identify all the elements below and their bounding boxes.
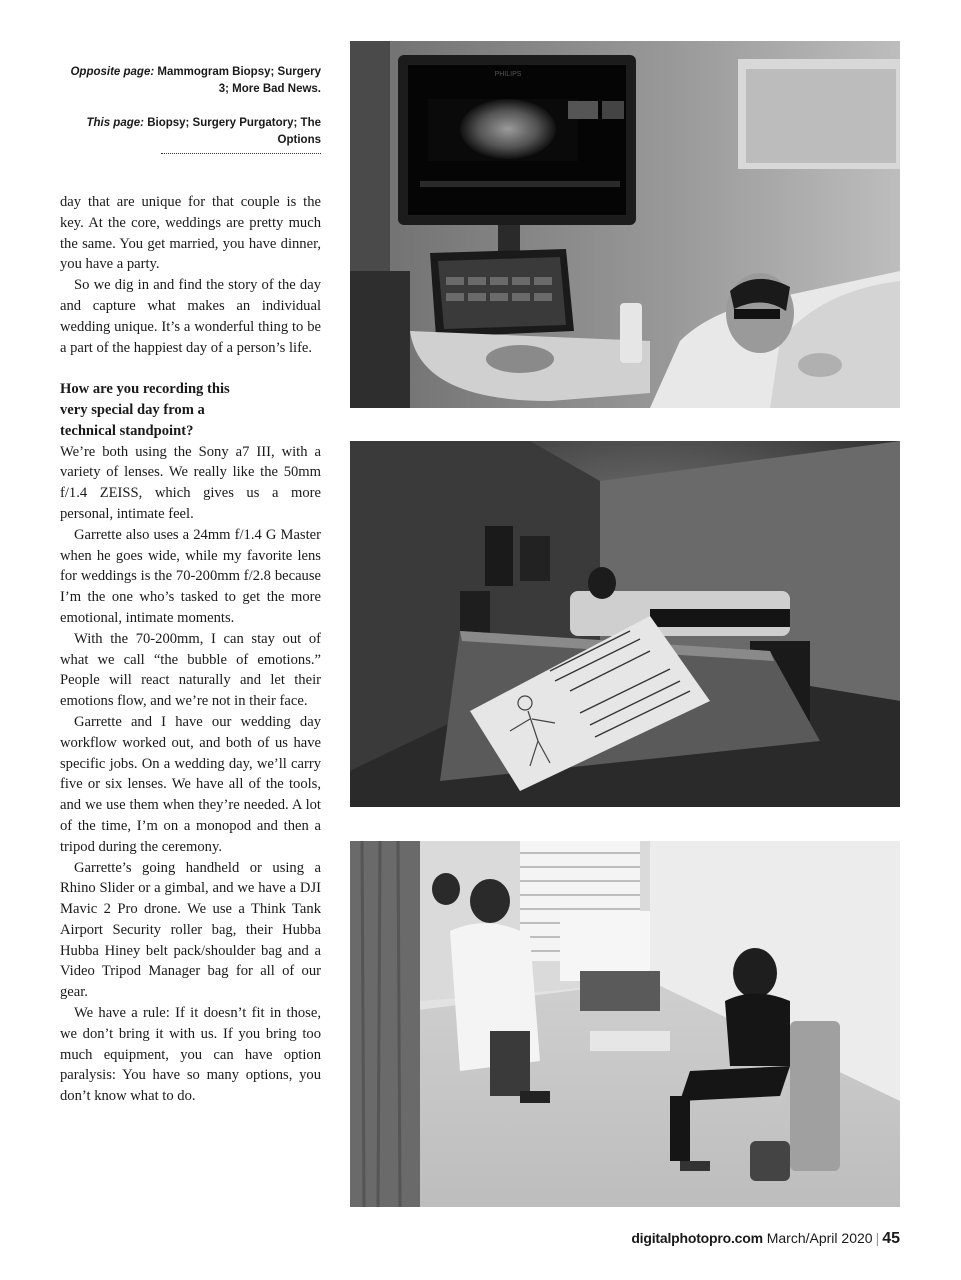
article-paragraph: Garrette also uses a 24mm f/1.4 G Master when he goes wide, while my favorite lens for weddings is the 70-200mm f/2.8 because I’m the one who’s tasked to get the more emotional, intimate moments. [60, 526, 321, 626]
photo-consultation [350, 841, 900, 1207]
folio-separator: | [875, 1230, 880, 1246]
monitor-brand-label: PHILIPS [494, 71, 522, 78]
page-folio [631, 1230, 900, 1248]
caption-divider [161, 151, 321, 154]
caption-opposite-text: Mammogram Biopsy; Surgery 3; More Bad News. [157, 66, 321, 95]
article-subheading: How are you recording this very special day from a technical standpoint? [60, 381, 230, 439]
article-paragraph: We’re both using the Sony a7 III, with a variety of lenses. We really like the 50mm f/1.4 ZEISS, which gives us a more personal, intimate feel. [60, 443, 321, 522]
caption-this-page [60, 115, 321, 149]
article-paragraph: Garrette’s going handheld or using a Rhino Slider or a gimbal, and we have a DJI Mavic 2 Pro drone. We use a Think Tank Airport Security roller bag, their Hubba Hubba Hiney belt pack/shoulder bag and a Video Tripod Manager bag for all of our gear. [60, 859, 321, 1001]
article-paragraph: Garrette and I have our wedding day workflow worked out, and both of us have specific jobs. On a wedding day, we’ll carry five or six lenses. We have all of the tools, and we use them when they’re needed. A lot of the time, I’m on a monopod and then a tripod during the ceremony. [60, 713, 321, 855]
caption-opposite-lead: Opposite page: [70, 66, 155, 78]
article-body [60, 192, 321, 1107]
photo-ultrasound-biopsy [350, 41, 900, 408]
article-paragraph: With the 70-200mm, I can stay out of what we call “the bubble of emotions.” People will react naturally and let their emotions flow, and we’re not in their face. [60, 630, 321, 710]
photo-captions [60, 64, 321, 154]
article-paragraph: We have a rule: If it doesn’t fit in those, we don’t bring it with us. If you bring too much equipment, you can have option paralysis: You have so many options, you don’t know what to do. [60, 1005, 321, 1105]
page-number: 45 [882, 1230, 900, 1247]
folio-site: digitalphotopro.com [631, 1230, 763, 1246]
photo-exam-room [350, 441, 900, 807]
caption-this-text: Biopsy; Surgery Purgatory; The Options [147, 117, 321, 146]
caption-this-lead: This page: [86, 117, 144, 129]
article-paragraph: day that are unique for that couple is the key. At the core, weddings are pretty much the same. You get married, you have dinner, you have a party. [60, 194, 321, 273]
folio-issue: March/April 2020 [766, 1230, 873, 1246]
caption-opposite-page [60, 64, 321, 98]
article-paragraph: So we dig in and find the story of the day and capture what makes an individual wedding unique. It’s a wonderful thing to be a part of the happiest day of a person’s life. [60, 277, 321, 356]
